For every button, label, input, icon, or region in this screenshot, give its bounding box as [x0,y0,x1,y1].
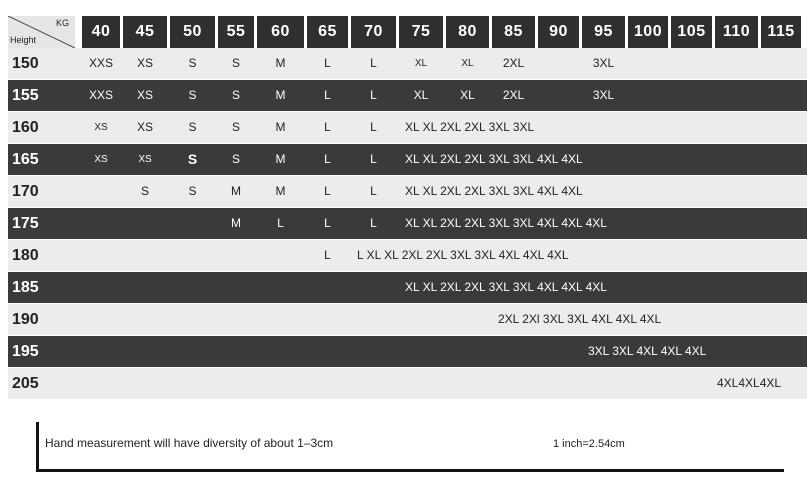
size-cell: L [324,56,331,70]
size-cell: L [324,120,331,134]
weight-header-60: 60 [257,16,304,48]
size-row-180 [8,240,807,271]
height-value: 150 [12,55,39,72]
size-cell: XS [94,154,108,165]
weight-header-65: 65 [307,16,348,48]
size-cell: L [324,152,331,166]
size-row-195 [8,336,807,367]
size-cell: XL [413,88,429,102]
weight-header-105: 105 [671,16,712,48]
size-cell: 2XL [502,88,525,102]
size-cell: 3XL [592,56,615,70]
height-value: 180 [12,247,39,264]
size-cell: L [324,248,331,262]
size-cell: M [275,152,286,166]
size-cell: 3XL [592,88,615,102]
size-cell: S [188,88,197,102]
size-cell: S [231,120,240,134]
weight-header-75: 75 [399,16,443,48]
size-cell: XL XL 2XL 2XL 3XL 3XL 4XL 4XL 4XL [405,280,607,294]
size-cell: L [370,152,377,166]
size-cell: XXS [88,56,113,70]
size-row-150 [8,48,807,79]
size-cell: XS [138,154,152,165]
size-cell: S [188,56,197,70]
size-cell: L [370,120,377,134]
size-cell: 2XL [502,56,525,70]
height-value: 175 [12,215,39,232]
size-cell: 2XL 2Xl 3XL 3XL 4XL 4XL 4XL [498,312,662,326]
height-value: 185 [12,279,39,296]
weight-header-90: 90 [538,16,579,48]
size-cell: 4XL4XL4XL [717,376,782,390]
size-cell: L [370,216,377,230]
size-cell: XL [414,58,428,69]
size-cell: L [370,56,377,70]
size-cell: M [231,184,241,198]
kg-label: KG [55,18,69,28]
size-cell: 3XL 3XL 4XL 4XL 4XL [588,344,707,358]
weight-header-115: 115 [761,16,801,48]
size-cell: S [188,184,197,198]
size-cell: L XL XL 2XL 2XL 3XL 3XL 4XL 4XL 4XL [357,248,569,262]
measurement-diversity-note: Hand measurement will have diversity of about 1–3cm [45,436,334,450]
size-cell: S [231,88,240,102]
size-cell: M [275,88,286,102]
weight-header-110: 110 [715,16,758,48]
size-cell: M [231,216,241,230]
weight-header-50: 50 [170,16,215,48]
size-cell: L [324,216,331,230]
size-cell: M [275,120,286,134]
size-cell: XS [94,122,108,133]
size-cell: M [275,56,286,70]
size-cell: S [231,152,240,166]
size-row-205 [8,368,807,399]
measurement-note [36,422,784,472]
size-cell: XS [136,56,153,70]
weight-header-70: 70 [351,16,396,48]
weight-header-row [8,14,807,48]
weight-header-80: 80 [446,16,489,48]
size-cell: S [140,184,149,198]
size-cell: L [324,184,331,198]
size-cell: L [277,216,284,230]
weight-header-95: 95 [582,16,625,48]
height-value: 195 [12,343,39,360]
size-cell: L [370,88,377,102]
size-row-160 [8,112,807,143]
height-value: 165 [12,151,39,168]
weight-header-40: 40 [82,16,120,48]
height-value: 205 [12,375,39,392]
weight-header-85: 85 [492,16,535,48]
size-cell: XL [461,58,474,69]
size-cell: L [324,88,331,102]
size-row-165 [8,144,807,175]
size-cell: S [188,120,197,134]
size-cell: XL XL 2XL 2XL 3XL 3XL 4XL 4XL 4XL [405,216,607,230]
size-cell: S [187,151,198,167]
inch-conversion-note: 1 inch=2.54cm [553,438,625,450]
height-value: 160 [12,119,39,136]
weight-header-55: 55 [218,16,254,48]
height-value: 155 [12,87,39,104]
height-label: Height [10,35,37,45]
weight-header-45: 45 [123,16,167,48]
size-row-185 [8,272,807,303]
size-row-190 [8,304,807,335]
size-cell: XL XL 2XL 2XL 3XL 3XL 4XL 4XL [405,152,583,166]
size-cell: XS [136,120,153,134]
size-cell: XS [136,88,153,102]
height-value: 190 [12,311,39,328]
size-cell: XL XL 2XL 2XL 3XL 3XL [405,120,535,134]
height-value: 170 [12,183,39,200]
size-cell: XL [460,88,475,102]
size-row-170 [8,176,807,207]
size-cell: S [231,56,240,70]
size-row-155 [8,80,807,111]
size-row-175 [8,208,807,239]
size-cell: XXS [88,88,113,102]
corner-cell [8,16,75,48]
size-cell: L [370,184,377,198]
weight-header-100: 100 [628,16,668,48]
size-cell: XL XL 2XL 2XL 3XL 3XL 4XL 4XL [405,184,583,198]
size-cell: M [275,184,286,198]
